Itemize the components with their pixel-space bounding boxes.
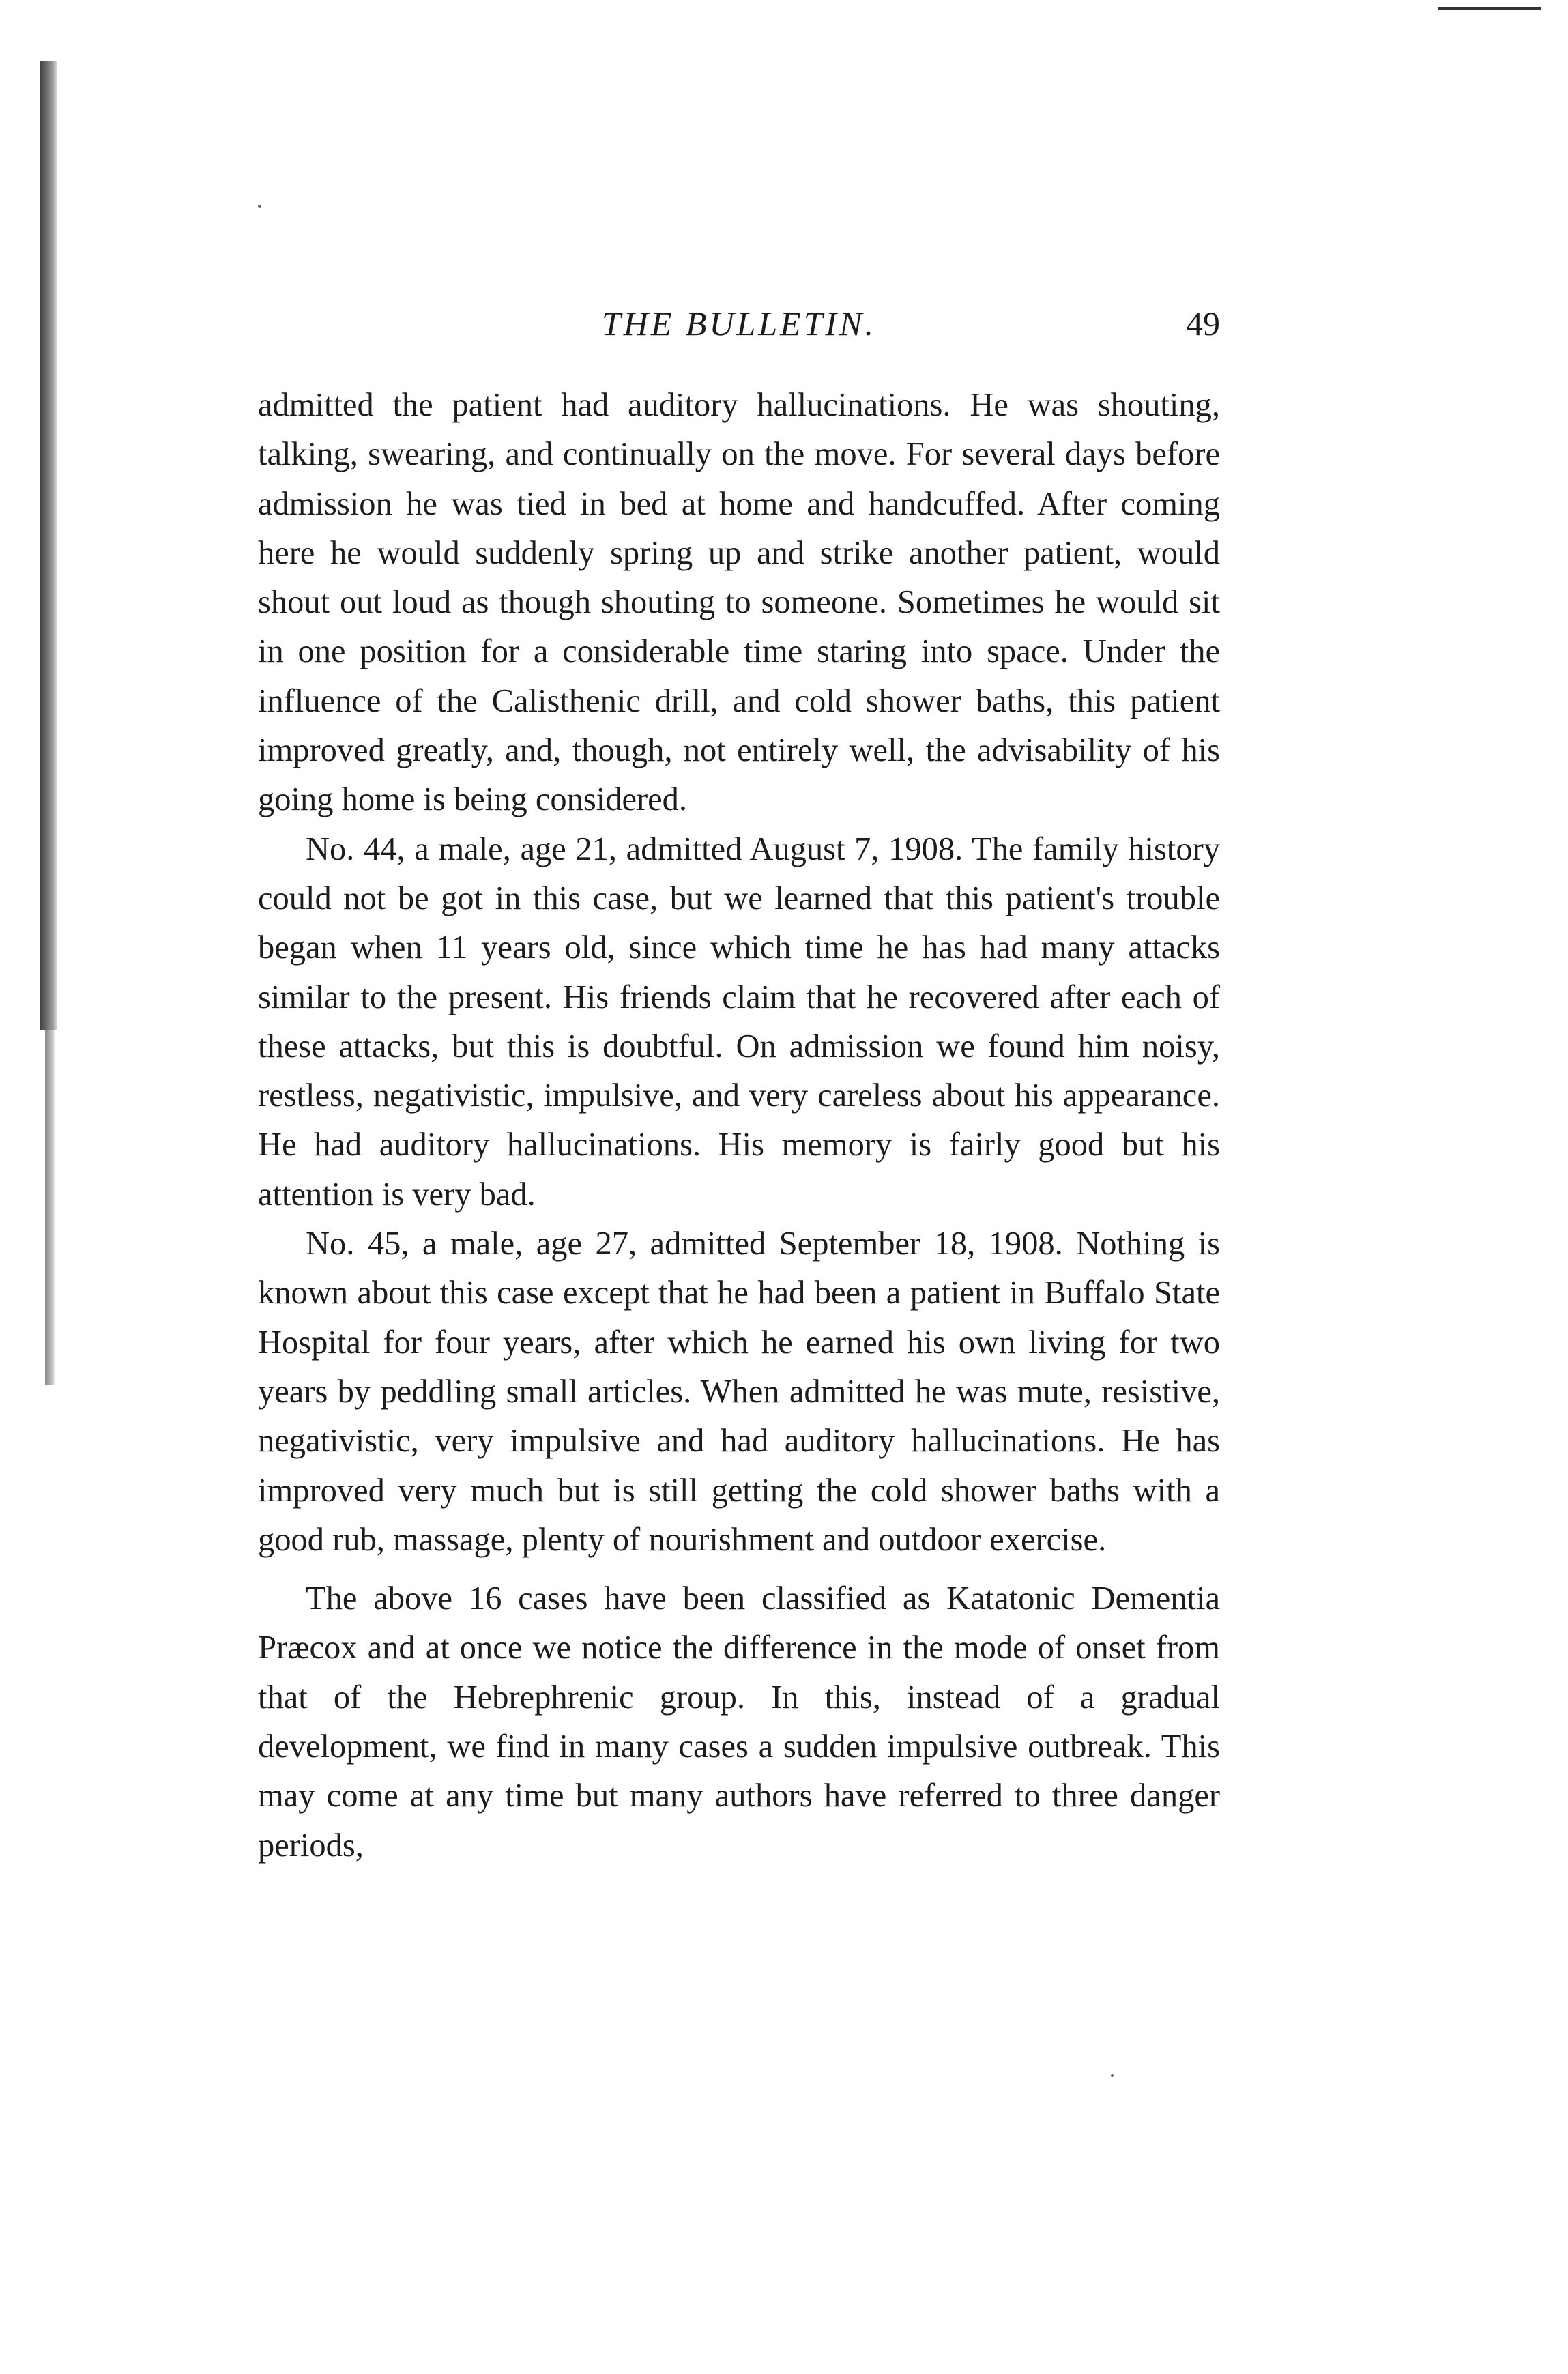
scan-corner-mark — [1438, 7, 1541, 10]
scan-speck — [258, 205, 261, 208]
scan-speck — [1111, 2074, 1114, 2077]
binding-edge-shadow-lower — [45, 1030, 55, 1385]
body-text — [258, 381, 1220, 1870]
paragraph-continuation: admitted the patient had auditory hallucinations. He was shouting, talking, swearing, and continually on the move. For several days before admission he was tied in bed at home and handcuffed. After coming here he would suddenly spring up and strike another patient, would shout out loud as though shouting to someone. Sometimes he would sit in one position for a considerable time staring into space. Under the influence of the Calisthenic drill, and cold shower baths, this patient improved greatly, and, though, not entirely well, the advisability of his going home is being considered. — [258, 387, 1220, 818]
paragraph-summary: The above 16 cases have been classified as Katatonic Dementia Præcox and at once we notice the difference in the mode of onset from that of the Hebrephrenic group. In this, instead of a gradual development, we find in many cases a sudden impulsive outbreak. This may come at any time but many authors have referred to three danger periods, — [258, 1580, 1220, 1864]
paragraph-case-44: No. 44, a male, age 21, admitted August 7, 1908. The family history could not be got in this case, but we learned that this patient's trouble began when 11 years old, since which time he has had many attacks similar to the present. His friends claim that he recovered after each of these attacks, but this is doubtful. On admission we found him noisy, restless, negativistic, impulsive, and very careless about his appearance. He had auditory hallucinations. His memory is fairly good but his attention is very bad. — [258, 830, 1220, 1213]
binding-edge-shadow — [40, 61, 57, 1030]
paragraph-case-45: No. 45, a male, age 27, admitted September 18, 1908. Nothing is known about this case except that he had been a patient in Buffalo State Hospital for four years, after which he earned his own living for two years by peddling small articles. When admitted he was mute, resistive, negativistic, very impulsive and had auditory hallucinations. He has improved very much but is still getting the cold shower baths with a good rub, massage, plenty of nourishment and outdoor exercise. — [258, 1226, 1220, 1558]
page-number: 49 — [1186, 304, 1220, 343]
running-title: THE BULLETIN. — [601, 304, 877, 343]
page-header — [258, 304, 1220, 358]
